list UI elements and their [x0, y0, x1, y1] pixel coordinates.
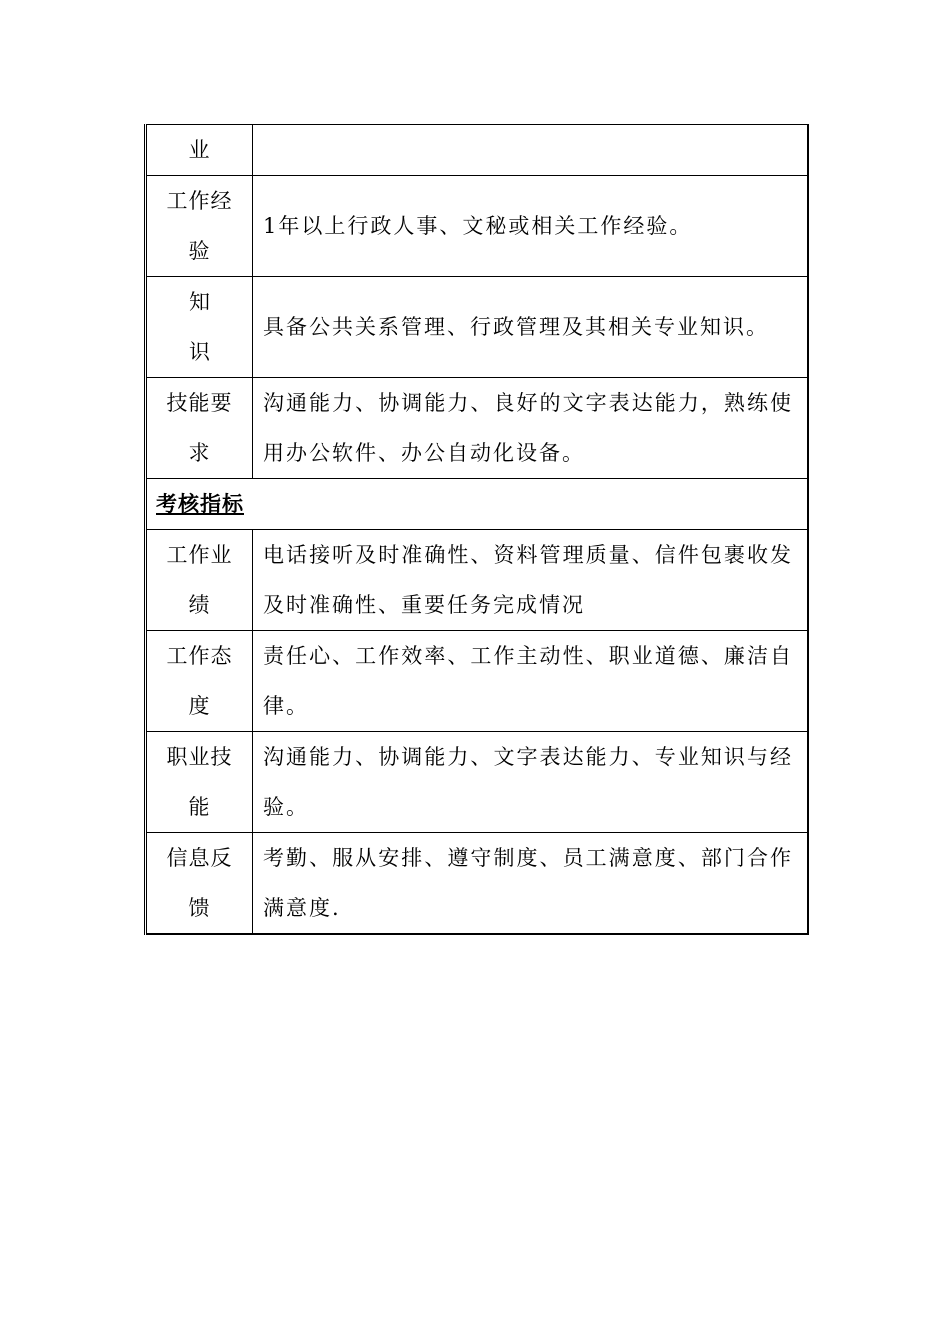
row-content-cell: 责任心、工作效率、工作主动性、职业道德、廉洁自律。 [253, 631, 809, 732]
row-label: 信息反馈 [166, 846, 233, 920]
row-content-cell: 沟通能力、协调能力、文字表达能力、专业知识与经验。 [253, 732, 809, 833]
row-label-cell [146, 631, 253, 732]
row-label: 技能要求 [166, 391, 233, 465]
table-row [146, 833, 809, 935]
table-row [146, 530, 809, 631]
row-content-cell: 电话接听及时准确性、资料管理质量、信件包裹收发及时准确性、重要任务完成情况 [253, 530, 809, 631]
table-row [146, 125, 809, 176]
row-label-cell [146, 833, 253, 935]
table-row [146, 732, 809, 833]
row-content-cell: 1年以上行政人事、文秘或相关工作经验。 [253, 176, 809, 277]
section-title: 考核指标 [146, 479, 809, 530]
row-label: 工作态度 [166, 644, 233, 718]
row-content-cell [253, 125, 809, 176]
table-row [146, 277, 809, 378]
row-label: 工作经验 [166, 189, 233, 263]
row-label-cell [146, 378, 253, 479]
row-label-cell [146, 732, 253, 833]
row-label-cell [146, 530, 253, 631]
row-content-cell: 考勤、服从安排、遵守制度、员工满意度、部门合作满意度. [253, 833, 809, 935]
row-content-cell: 具备公共关系管理、行政管理及其相关专业知识。 [253, 277, 809, 378]
row-label-cell [146, 125, 253, 176]
section-row [146, 479, 809, 530]
row-label: 职业技能 [166, 745, 233, 819]
row-content-cell: 沟通能力、协调能力、良好的文字表达能力，熟练使用办公软件、办公自动化设备。 [253, 378, 809, 479]
row-label: 业 [188, 138, 211, 162]
table-row [146, 378, 809, 479]
table-row [146, 176, 809, 277]
requirements-table [144, 124, 809, 935]
row-label-cell [146, 176, 253, 277]
row-label: 知识 [189, 290, 211, 364]
table-row [146, 631, 809, 732]
row-label-cell [146, 277, 253, 378]
row-label: 工作业绩 [166, 543, 233, 617]
